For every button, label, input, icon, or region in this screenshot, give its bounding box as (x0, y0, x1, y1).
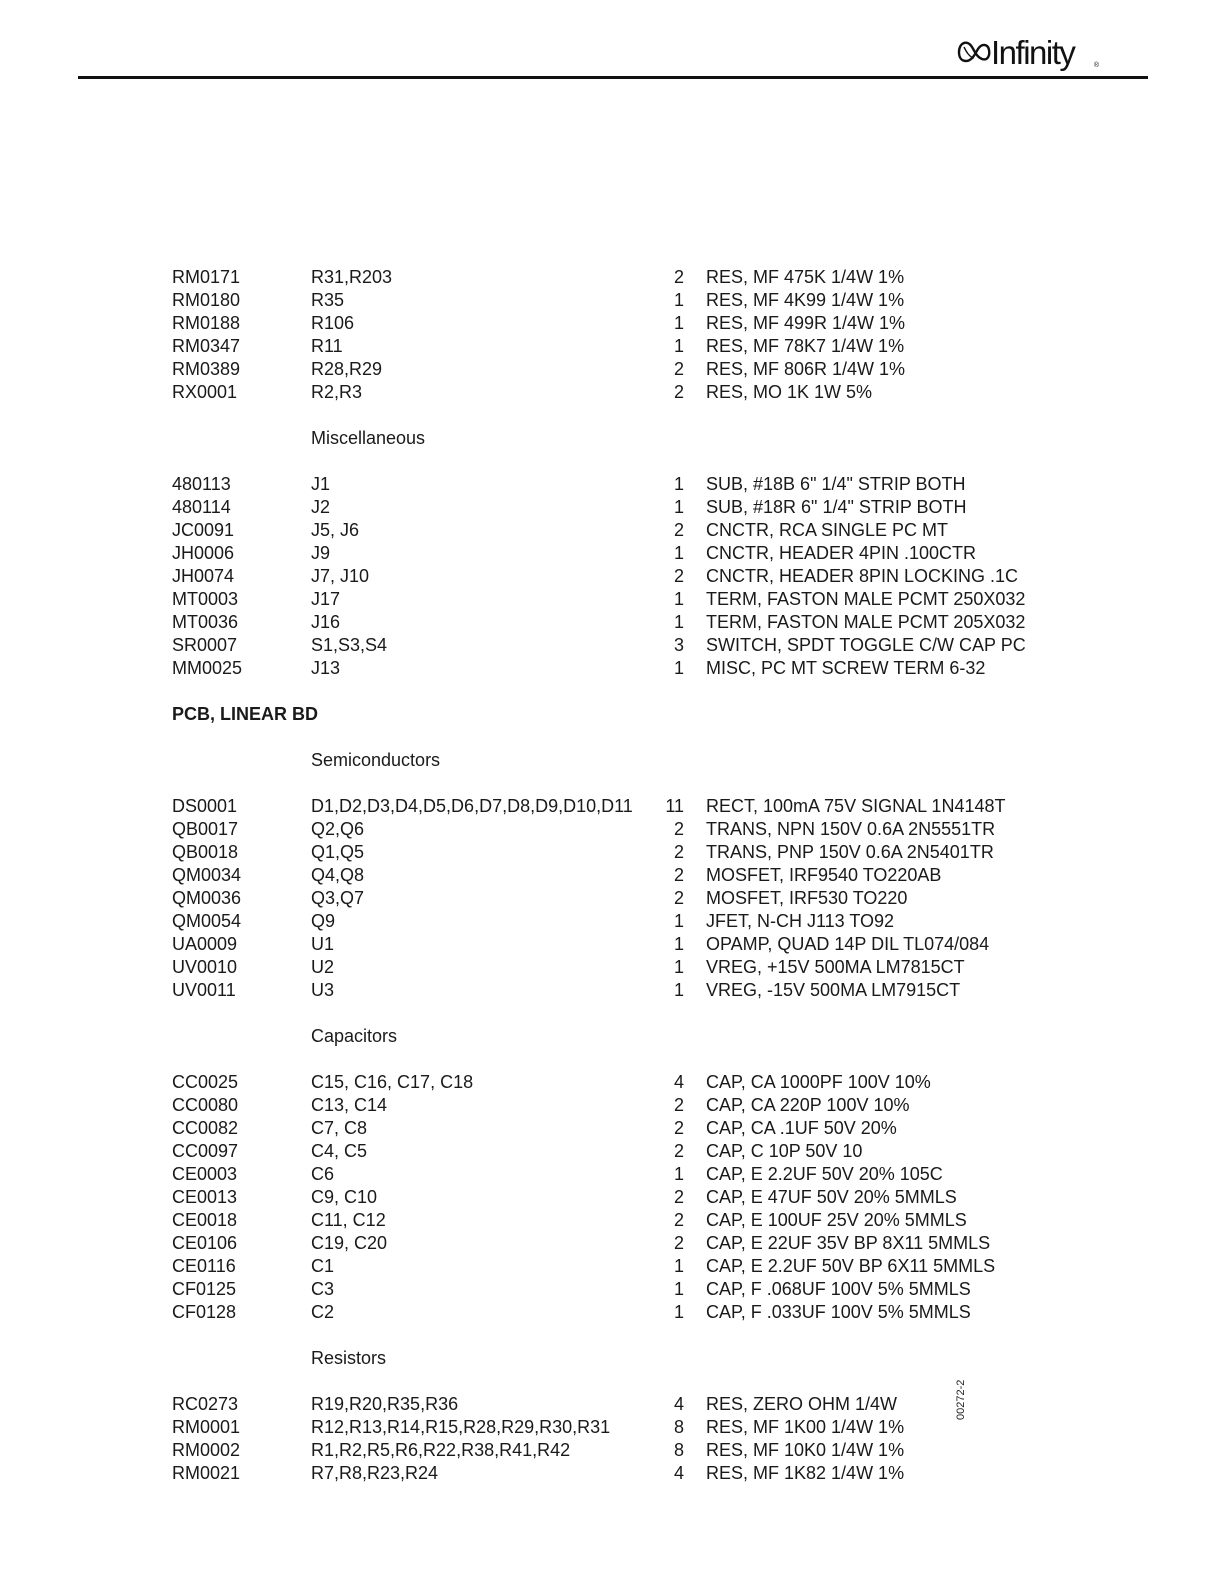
part-number: RM0002 (172, 1440, 241, 1460)
description: TERM, FASTON MALE PCMT 250X032 (706, 589, 1026, 609)
description: CAP, E 47UF 50V 20% 5MMLS (706, 1187, 957, 1207)
part-number: CF0128 (172, 1302, 237, 1322)
part-number: JH0074 (172, 566, 235, 586)
table-row (0, 1439, 1224, 1462)
part-number: MT0036 (172, 612, 239, 632)
reference-designators: Q3,Q7 (311, 888, 365, 908)
part-number: JH0006 (172, 543, 235, 563)
quantity: 2 (673, 1141, 684, 1161)
part-number: RM0180 (172, 290, 241, 310)
reference-designators: R19,R20,R35,R36 (311, 1394, 459, 1414)
reference-designators: C19, C20 (311, 1233, 388, 1253)
reference-designators: J16 (311, 612, 341, 632)
quantity: 2 (673, 1233, 684, 1253)
description: RECT, 100mA 75V SIGNAL 1N4148T (706, 796, 1006, 816)
table-row (0, 1071, 1224, 1094)
table-row (0, 496, 1224, 519)
table-row (0, 864, 1224, 887)
brand-name: Infinity (991, 33, 1075, 71)
description: CNCTR, RCA SINGLE PC MT (706, 520, 949, 540)
reference-designators: U3 (311, 980, 335, 1000)
infinity-logo-icon (955, 35, 993, 69)
description: RES, MF 499R 1/4W 1% (706, 313, 906, 333)
quantity: 2 (673, 267, 684, 287)
table-row (0, 1232, 1224, 1255)
part-number: QM0036 (172, 888, 242, 908)
reference-designators: R1,R2,R5,R6,R22,R38,R41,R42 (311, 1440, 571, 1460)
quantity: 2 (673, 382, 684, 402)
subsection-title: Resistors (311, 1348, 387, 1368)
reference-designators: C4, C5 (311, 1141, 368, 1161)
part-number: UA0009 (172, 934, 238, 954)
reference-designators: J5, J6 (311, 520, 360, 540)
reference-designators: Q2,Q6 (311, 819, 365, 839)
subsection-row (0, 1025, 1224, 1048)
table-row (0, 933, 1224, 956)
part-number: RX0001 (172, 382, 238, 402)
table-row (0, 381, 1224, 404)
reference-designators: Q1,Q5 (311, 842, 365, 862)
part-number: CE0116 (172, 1256, 236, 1276)
reference-designators: D1,D2,D3,D4,D5,D6,D7,D8,D9,D10,D11 (311, 796, 633, 816)
quantity: 2 (673, 1095, 684, 1115)
part-number: 480113 (172, 474, 231, 494)
description: RES, MF 78K7 1/4W 1% (706, 336, 905, 356)
reference-designators: C15, C16, C17, C18 (311, 1072, 474, 1092)
description: TRANS, PNP 150V 0.6A 2N5401TR (706, 842, 994, 862)
quantity: 1 (673, 474, 684, 494)
description: RES, MF 1K82 1/4W 1% (706, 1463, 905, 1483)
table-row (0, 1094, 1224, 1117)
description: TRANS, NPN 150V 0.6A 2N5551TR (706, 819, 996, 839)
description: CAP, E 100UF 25V 20% 5MMLS (706, 1210, 967, 1230)
quantity: 1 (673, 543, 684, 563)
table-row (0, 565, 1224, 588)
description: MISC, PC MT SCREW TERM 6-32 (706, 658, 986, 678)
description: RES, MF 475K 1/4W 1% (706, 267, 905, 287)
part-number: QM0034 (172, 865, 242, 885)
quantity: 8 (673, 1440, 684, 1460)
subsection-row (0, 749, 1224, 772)
table-row (0, 887, 1224, 910)
part-number: UV0010 (172, 957, 238, 977)
part-number: DS0001 (172, 796, 238, 816)
reference-designators: R11 (311, 336, 343, 356)
registered-mark: ® (1093, 62, 1099, 69)
reference-designators: R35 (311, 290, 345, 310)
part-number: CC0097 (172, 1141, 239, 1161)
part-number: RM0188 (172, 313, 241, 333)
part-number: CE0003 (172, 1164, 238, 1184)
description: VREG, -15V 500MA LM7915CT (706, 980, 961, 1000)
table-row (0, 358, 1224, 381)
table-row (0, 588, 1224, 611)
quantity: 1 (673, 612, 684, 632)
reference-designators: R28,R29 (311, 359, 383, 379)
reference-designators: C7, C8 (311, 1118, 368, 1138)
part-number: QB0018 (172, 842, 239, 862)
table-row (0, 289, 1224, 312)
spacer (0, 680, 1224, 703)
part-number: CE0106 (172, 1233, 238, 1253)
reference-designators: C11, C12 (311, 1210, 386, 1230)
reference-designators: C9, C10 (311, 1187, 378, 1207)
description: SWITCH, SPDT TOGGLE C/W CAP PC (706, 635, 1026, 655)
table-row (0, 818, 1224, 841)
part-number: RM0001 (172, 1417, 241, 1437)
part-number: UV0011 (172, 980, 236, 1000)
quantity: 3 (673, 635, 684, 655)
table-row (0, 611, 1224, 634)
description: MOSFET, IRF530 TO220 (706, 888, 908, 908)
reference-designators: J7, J10 (311, 566, 370, 586)
quantity: 2 (673, 359, 684, 379)
quantity: 8 (673, 1417, 684, 1437)
reference-designators: U2 (311, 957, 335, 977)
quantity: 11 (665, 796, 684, 816)
description: CAP, E 2.2UF 50V 20% 105C (706, 1164, 943, 1184)
reference-designators: J13 (311, 658, 341, 678)
brand-logo (955, 32, 1105, 72)
description: CNCTR, HEADER 8PIN LOCKING .1C (706, 566, 1019, 586)
quantity: 2 (673, 520, 684, 540)
table-row (0, 542, 1224, 565)
table-row (0, 634, 1224, 657)
quantity: 1 (673, 290, 684, 310)
description: RES, ZERO OHM 1/4W (706, 1394, 898, 1414)
quantity: 1 (673, 1256, 684, 1276)
part-number: RM0347 (172, 336, 241, 356)
table-row (0, 841, 1224, 864)
reference-designators: J17 (311, 589, 341, 609)
reference-designators: R7,R8,R23,R24 (311, 1463, 439, 1483)
parts-list (0, 266, 1224, 1485)
part-number: RM0171 (172, 267, 241, 287)
quantity: 1 (673, 336, 684, 356)
spacer (0, 1048, 1224, 1071)
reference-designators: C6 (311, 1164, 335, 1184)
quantity: 1 (673, 658, 684, 678)
reference-designators: R31,R203 (311, 267, 393, 287)
quantity: 4 (673, 1072, 684, 1092)
table-row (0, 1301, 1224, 1324)
part-number: QM0054 (172, 911, 242, 931)
quantity: 2 (673, 819, 684, 839)
table-row (0, 1278, 1224, 1301)
reference-designators: U1 (311, 934, 335, 954)
subsection-title: Capacitors (311, 1026, 398, 1046)
description: SUB, #18B 6" 1/4" STRIP BOTH (706, 474, 966, 494)
description: RES, MF 4K99 1/4W 1% (706, 290, 905, 310)
reference-designators: S1,S3,S4 (311, 635, 388, 655)
quantity: 4 (673, 1463, 684, 1483)
table-row (0, 1140, 1224, 1163)
description: TERM, FASTON MALE PCMT 205X032 (706, 612, 1026, 632)
part-number: CF0125 (172, 1279, 237, 1299)
part-number: RM0021 (172, 1463, 241, 1483)
spacer (0, 1324, 1224, 1347)
table-row (0, 657, 1224, 680)
description: CAP, F .068UF 100V 5% 5MMLS (706, 1279, 971, 1299)
description: OPAMP, QUAD 14P DIL TL074/084 (706, 934, 990, 954)
quantity: 1 (673, 313, 684, 333)
table-row (0, 1255, 1224, 1278)
description: JFET, N-CH J113 TO92 (706, 911, 895, 931)
quantity: 2 (673, 888, 684, 908)
table-row (0, 1163, 1224, 1186)
part-number: QB0017 (172, 819, 239, 839)
description: RES, MF 806R 1/4W 1% (706, 359, 906, 379)
spacer (0, 1370, 1224, 1393)
description: CAP, CA 1000PF 100V 10% (706, 1072, 931, 1092)
reference-designators: R106 (311, 313, 355, 333)
quantity: 2 (673, 1118, 684, 1138)
description: RES, MF 1K00 1/4W 1% (706, 1417, 905, 1437)
part-number: RC0273 (172, 1394, 239, 1414)
section-heading-row (0, 703, 1224, 726)
part-number: CC0080 (172, 1095, 239, 1115)
section-heading: PCB, LINEAR BD (172, 704, 319, 724)
table-row (0, 1117, 1224, 1140)
description: CAP, E 22UF 35V BP 8X11 5MMLS (706, 1233, 991, 1253)
table-row (0, 519, 1224, 542)
description: VREG, +15V 500MA LM7815CT (706, 957, 965, 977)
quantity: 2 (673, 842, 684, 862)
subsection-title: Miscellaneous (311, 428, 426, 448)
part-number: RM0389 (172, 359, 241, 379)
reference-designators: C3 (311, 1279, 335, 1299)
quantity: 1 (673, 934, 684, 954)
table-row (0, 1186, 1224, 1209)
quantity: 1 (673, 1302, 684, 1322)
table-row (0, 1393, 1224, 1416)
table-row (0, 910, 1224, 933)
header-rule (78, 76, 1148, 79)
description: RES, MF 10K0 1/4W 1% (706, 1440, 905, 1460)
quantity: 4 (673, 1394, 684, 1414)
quantity: 1 (673, 911, 684, 931)
document-number: 00272-2 (955, 1379, 967, 1420)
table-row (0, 979, 1224, 1002)
spacer (0, 726, 1224, 749)
reference-designators: Q9 (311, 911, 336, 931)
part-number: MT0003 (172, 589, 239, 609)
quantity: 2 (673, 1187, 684, 1207)
reference-designators: J9 (311, 543, 331, 563)
quantity: 1 (673, 497, 684, 517)
description: CAP, CA 220P 100V 10% (706, 1095, 910, 1115)
subsection-title: Semiconductors (311, 750, 441, 770)
description: CAP, E 2.2UF 50V BP 6X11 5MMLS (706, 1256, 996, 1276)
reference-designators: Q4,Q8 (311, 865, 365, 885)
quantity: 2 (673, 865, 684, 885)
description: MOSFET, IRF9540 TO220AB (706, 865, 942, 885)
reference-designators: J1 (311, 474, 331, 494)
table-row (0, 1462, 1224, 1485)
description: CNCTR, HEADER 4PIN .100CTR (706, 543, 977, 563)
quantity: 1 (673, 589, 684, 609)
part-number: JC0091 (172, 520, 235, 540)
quantity: 2 (673, 1210, 684, 1230)
part-number: CE0013 (172, 1187, 238, 1207)
reference-designators: C13, C14 (311, 1095, 388, 1115)
table-row (0, 473, 1224, 496)
quantity: 1 (673, 1279, 684, 1299)
quantity: 1 (673, 957, 684, 977)
table-row (0, 312, 1224, 335)
quantity: 2 (673, 566, 684, 586)
reference-designators: R2,R3 (311, 382, 363, 402)
spacer (0, 772, 1224, 795)
table-row (0, 795, 1224, 818)
part-number: 480114 (172, 497, 231, 517)
description: SUB, #18R 6" 1/4" STRIP BOTH (706, 497, 967, 517)
part-number: SR0007 (172, 635, 238, 655)
description: CAP, F .033UF 100V 5% 5MMLS (706, 1302, 971, 1322)
spacer (0, 450, 1224, 473)
description: CAP, C 10P 50V 10 (706, 1141, 863, 1161)
part-number: CE0018 (172, 1210, 238, 1230)
description: CAP, CA .1UF 50V 20% (706, 1118, 897, 1138)
part-number: CC0025 (172, 1072, 239, 1092)
table-row (0, 335, 1224, 358)
subsection-row (0, 1347, 1224, 1370)
part-number: CC0082 (172, 1118, 239, 1138)
quantity: 1 (673, 1164, 684, 1184)
reference-designators: J2 (311, 497, 331, 517)
spacer (0, 404, 1224, 427)
description: RES, MO 1K 1W 5% (706, 382, 873, 402)
table-row (0, 1209, 1224, 1232)
quantity: 1 (673, 980, 684, 1000)
subsection-row (0, 427, 1224, 450)
spacer (0, 1002, 1224, 1025)
reference-designators: C2 (311, 1302, 335, 1322)
table-row (0, 266, 1224, 289)
table-row (0, 1416, 1224, 1439)
reference-designators: R12,R13,R14,R15,R28,R29,R30,R31 (311, 1417, 611, 1437)
part-number: MM0025 (172, 658, 243, 678)
reference-designators: C1 (311, 1256, 335, 1276)
table-row (0, 956, 1224, 979)
